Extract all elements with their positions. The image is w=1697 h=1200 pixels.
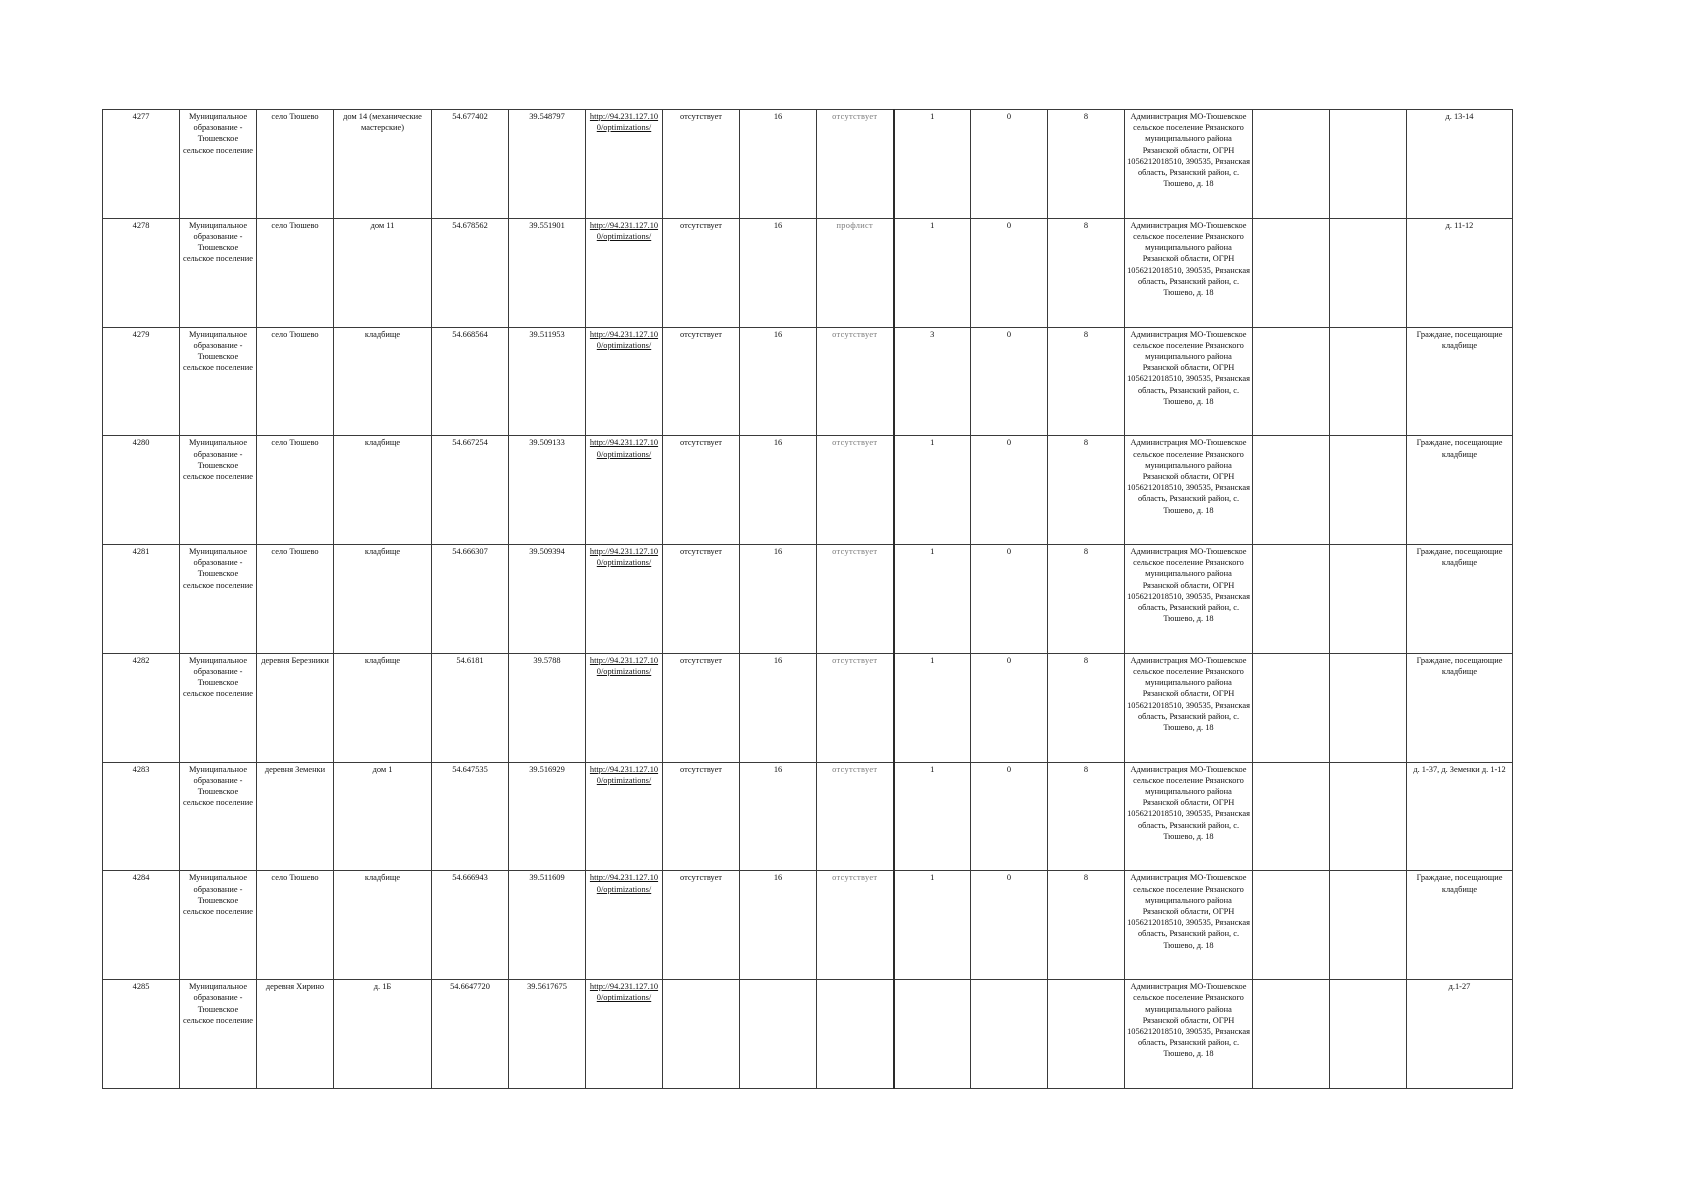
surface-cell: отсутствует <box>663 762 740 871</box>
surface-cell: отсутствует <box>663 110 740 219</box>
empty-cell <box>1253 436 1330 545</box>
latitude-cell: 54.677402 <box>432 110 509 219</box>
waste-sources-cell: д.1-27 <box>1407 980 1513 1089</box>
row-id-cell: 4279 <box>103 327 180 436</box>
map-link-cell[interactable]: http://94.231.127.100/optimizations/ <box>586 653 663 762</box>
surface-cell: отсутствует <box>663 871 740 980</box>
area-cell: 16 <box>740 653 817 762</box>
latitude-cell: 54.666307 <box>432 545 509 654</box>
empty-cell <box>1330 327 1407 436</box>
settlement-cell: село Тюшево <box>257 218 334 327</box>
address-cell: кладбище <box>334 871 432 980</box>
table-row <box>103 327 1513 436</box>
longitude-cell: 39.509394 <box>509 545 586 654</box>
volume-cell <box>1048 980 1125 1089</box>
empty-cell <box>1253 980 1330 1089</box>
municipality-cell: Муниципальное образование - Тюшевское сельское поселение <box>180 545 257 654</box>
volume-cell: 8 <box>1048 545 1125 654</box>
bunkers-count-cell: 0 <box>971 762 1048 871</box>
containers-count-cell: 1 <box>894 762 971 871</box>
table-row <box>103 762 1513 871</box>
table-row <box>103 653 1513 762</box>
latitude-cell: 54.668564 <box>432 327 509 436</box>
owner-info-cell: Администрация МО-Тюшевское сельское поселение Рязанского муниципального района Рязанской области, ОГРН 1056212018510, 390535, Рязанская область, Рязанский район, с. Тюшево, д. 18 <box>1125 762 1253 871</box>
empty-cell <box>1330 545 1407 654</box>
volume-cell: 8 <box>1048 871 1125 980</box>
empty-cell <box>1330 436 1407 545</box>
volume-cell: 8 <box>1048 762 1125 871</box>
surface-cell: отсутствует <box>663 436 740 545</box>
empty-cell <box>1330 762 1407 871</box>
settlement-cell: деревня Березники <box>257 653 334 762</box>
containers-count-cell: 1 <box>894 110 971 219</box>
bunkers-count-cell: 0 <box>971 871 1048 980</box>
bunkers-count-cell: 0 <box>971 110 1048 219</box>
address-cell: кладбище <box>334 436 432 545</box>
row-id-cell: 4280 <box>103 436 180 545</box>
area-cell: 16 <box>740 327 817 436</box>
latitude-cell: 54.647535 <box>432 762 509 871</box>
waste-sources-cell: Граждане, посещающие кладбище <box>1407 545 1513 654</box>
municipality-cell: Муниципальное образование - Тюшевское сельское поселение <box>180 871 257 980</box>
row-id-cell: 4278 <box>103 218 180 327</box>
longitude-cell: 39.516929 <box>509 762 586 871</box>
containers-count-cell: 1 <box>894 545 971 654</box>
fence-cell: отсутствует <box>817 762 894 871</box>
volume-cell: 8 <box>1048 110 1125 219</box>
empty-cell <box>1330 218 1407 327</box>
waste-sources-cell: Граждане, посещающие кладбище <box>1407 327 1513 436</box>
latitude-cell: 54.6181 <box>432 653 509 762</box>
municipality-cell: Муниципальное образование - Тюшевское сельское поселение <box>180 218 257 327</box>
surface-cell: отсутствует <box>663 218 740 327</box>
table-row <box>103 110 1513 219</box>
registry-body <box>103 110 1513 1089</box>
bunkers-count-cell: 0 <box>971 218 1048 327</box>
municipality-cell: Муниципальное образование - Тюшевское сельское поселение <box>180 436 257 545</box>
waste-sources-cell: д. 13-14 <box>1407 110 1513 219</box>
map-link-cell[interactable]: http://94.231.127.100/optimizations/ <box>586 436 663 545</box>
surface-cell <box>663 980 740 1089</box>
settlement-cell: село Тюшево <box>257 110 334 219</box>
volume-cell: 8 <box>1048 436 1125 545</box>
empty-cell <box>1253 871 1330 980</box>
latitude-cell: 54.6647720 <box>432 980 509 1089</box>
fence-cell: отсутствует <box>817 110 894 219</box>
empty-cell <box>1330 653 1407 762</box>
bunkers-count-cell: 0 <box>971 327 1048 436</box>
containers-count-cell: 1 <box>894 653 971 762</box>
longitude-cell: 39.5788 <box>509 653 586 762</box>
municipality-cell: Муниципальное образование - Тюшевское сельское поселение <box>180 980 257 1089</box>
settlement-cell: село Тюшево <box>257 871 334 980</box>
table-row <box>103 871 1513 980</box>
latitude-cell: 54.667254 <box>432 436 509 545</box>
area-cell: 16 <box>740 218 817 327</box>
table-row <box>103 218 1513 327</box>
empty-cell <box>1253 545 1330 654</box>
waste-sites-registry-table <box>102 109 1513 1089</box>
fence-cell: отсутствует <box>817 653 894 762</box>
waste-sources-cell: д. 1-37, д. Земенки д. 1-12 <box>1407 762 1513 871</box>
empty-cell <box>1330 871 1407 980</box>
municipality-cell: Муниципальное образование - Тюшевское сельское поселение <box>180 653 257 762</box>
waste-sources-cell: Граждане, посещающие кладбище <box>1407 436 1513 545</box>
row-id-cell: 4285 <box>103 980 180 1089</box>
settlement-cell: деревня Хирино <box>257 980 334 1089</box>
longitude-cell: 39.548797 <box>509 110 586 219</box>
settlement-cell: село Тюшево <box>257 545 334 654</box>
latitude-cell: 54.678562 <box>432 218 509 327</box>
owner-info-cell: Администрация МО-Тюшевское сельское поселение Рязанского муниципального района Рязанской области, ОГРН 1056212018510, 390535, Рязанская область, Рязанский район, с. Тюшево, д. 18 <box>1125 653 1253 762</box>
empty-cell <box>1253 218 1330 327</box>
fence-cell: профлист <box>817 218 894 327</box>
settlement-cell: деревня Земенки <box>257 762 334 871</box>
containers-count-cell: 1 <box>894 218 971 327</box>
map-link-cell[interactable]: http://94.231.127.100/optimizations/ <box>586 980 663 1089</box>
fence-cell: отсутствует <box>817 545 894 654</box>
area-cell: 16 <box>740 871 817 980</box>
owner-info-cell: Администрация МО-Тюшевское сельское поселение Рязанского муниципального района Рязанской области, ОГРН 1056212018510, 390535, Рязанская область, Рязанский район, с. Тюшево, д. 18 <box>1125 327 1253 436</box>
table-row <box>103 436 1513 545</box>
longitude-cell: 39.509133 <box>509 436 586 545</box>
longitude-cell: 39.551901 <box>509 218 586 327</box>
containers-count-cell: 3 <box>894 327 971 436</box>
area-cell <box>740 980 817 1089</box>
settlement-cell: село Тюшево <box>257 436 334 545</box>
latitude-cell: 54.666943 <box>432 871 509 980</box>
longitude-cell: 39.511609 <box>509 871 586 980</box>
owner-info-cell: Администрация МО-Тюшевское сельское поселение Рязанского муниципального района Рязанской области, ОГРН 1056212018510, 390535, Рязанская область, Рязанский район, с. Тюшево, д. 18 <box>1125 218 1253 327</box>
table-row <box>103 980 1513 1089</box>
empty-cell <box>1253 327 1330 436</box>
surface-cell: отсутствует <box>663 327 740 436</box>
row-id-cell: 4283 <box>103 762 180 871</box>
table-row <box>103 545 1513 654</box>
address-cell: дом 11 <box>334 218 432 327</box>
empty-cell <box>1253 653 1330 762</box>
address-cell: дом 1 <box>334 762 432 871</box>
bunkers-count-cell: 0 <box>971 545 1048 654</box>
owner-info-cell: Администрация МО-Тюшевское сельское поселение Рязанского муниципального района Рязанской области, ОГРН 1056212018510, 390535, Рязанская область, Рязанский район, с. Тюшево, д. 18 <box>1125 545 1253 654</box>
owner-info-cell: Администрация МО-Тюшевское сельское поселение Рязанского муниципального района Рязанской области, ОГРН 1056212018510, 390535, Рязанская область, Рязанский район, с. Тюшево, д. 18 <box>1125 436 1253 545</box>
empty-cell <box>1330 980 1407 1089</box>
map-link-cell[interactable]: http://94.231.127.100/optimizations/ <box>586 871 663 980</box>
containers-count-cell <box>894 980 971 1089</box>
address-cell: кладбище <box>334 545 432 654</box>
settlement-cell: село Тюшево <box>257 327 334 436</box>
area-cell: 16 <box>740 110 817 219</box>
fence-cell: отсутствует <box>817 436 894 545</box>
address-cell: д. 1Б <box>334 980 432 1089</box>
bunkers-count-cell <box>971 980 1048 1089</box>
map-link-cell[interactable]: http://94.231.127.100/optimizations/ <box>586 762 663 871</box>
containers-count-cell: 1 <box>894 436 971 545</box>
fence-cell: отсутствует <box>817 871 894 980</box>
owner-info-cell: Администрация МО-Тюшевское сельское поселение Рязанского муниципального района Рязанской области, ОГРН 1056212018510, 390535, Рязанская область, Рязанский район, с. Тюшево, д. 18 <box>1125 980 1253 1089</box>
municipality-cell: Муниципальное образование - Тюшевское сельское поселение <box>180 110 257 219</box>
owner-info-cell: Администрация МО-Тюшевское сельское поселение Рязанского муниципального района Рязанской области, ОГРН 1056212018510, 390535, Рязанская область, Рязанский район, с. Тюшево, д. 18 <box>1125 110 1253 219</box>
fence-cell <box>817 980 894 1089</box>
waste-sources-cell: Граждане, посещающие кладбище <box>1407 653 1513 762</box>
volume-cell: 8 <box>1048 327 1125 436</box>
address-cell: дом 14 (механические мастерские) <box>334 110 432 219</box>
area-cell: 16 <box>740 436 817 545</box>
map-link-cell[interactable]: http://94.231.127.100/optimizations/ <box>586 327 663 436</box>
empty-cell <box>1253 110 1330 219</box>
map-link-cell[interactable]: http://94.231.127.100/optimizations/ <box>586 218 663 327</box>
area-cell: 16 <box>740 762 817 871</box>
address-cell: кладбище <box>334 327 432 436</box>
row-id-cell: 4284 <box>103 871 180 980</box>
owner-info-cell: Администрация МО-Тюшевское сельское поселение Рязанского муниципального района Рязанской области, ОГРН 1056212018510, 390535, Рязанская область, Рязанский район, с. Тюшево, д. 18 <box>1125 871 1253 980</box>
row-id-cell: 4277 <box>103 110 180 219</box>
map-link-cell[interactable]: http://94.231.127.100/optimizations/ <box>586 110 663 219</box>
longitude-cell: 39.5617675 <box>509 980 586 1089</box>
volume-cell: 8 <box>1048 218 1125 327</box>
waste-sources-cell: Граждане, посещающие кладбище <box>1407 871 1513 980</box>
longitude-cell: 39.511953 <box>509 327 586 436</box>
fence-cell: отсутствует <box>817 327 894 436</box>
bunkers-count-cell: 0 <box>971 436 1048 545</box>
bunkers-count-cell: 0 <box>971 653 1048 762</box>
municipality-cell: Муниципальное образование - Тюшевское сельское поселение <box>180 762 257 871</box>
volume-cell: 8 <box>1048 653 1125 762</box>
area-cell: 16 <box>740 545 817 654</box>
surface-cell: отсутствует <box>663 545 740 654</box>
map-link-cell[interactable]: http://94.231.127.100/optimizations/ <box>586 545 663 654</box>
address-cell: кладбище <box>334 653 432 762</box>
waste-sources-cell: д. 11-12 <box>1407 218 1513 327</box>
row-id-cell: 4282 <box>103 653 180 762</box>
containers-count-cell: 1 <box>894 871 971 980</box>
row-id-cell: 4281 <box>103 545 180 654</box>
empty-cell <box>1330 110 1407 219</box>
empty-cell <box>1253 762 1330 871</box>
municipality-cell: Муниципальное образование - Тюшевское сельское поселение <box>180 327 257 436</box>
surface-cell: отсутствует <box>663 653 740 762</box>
